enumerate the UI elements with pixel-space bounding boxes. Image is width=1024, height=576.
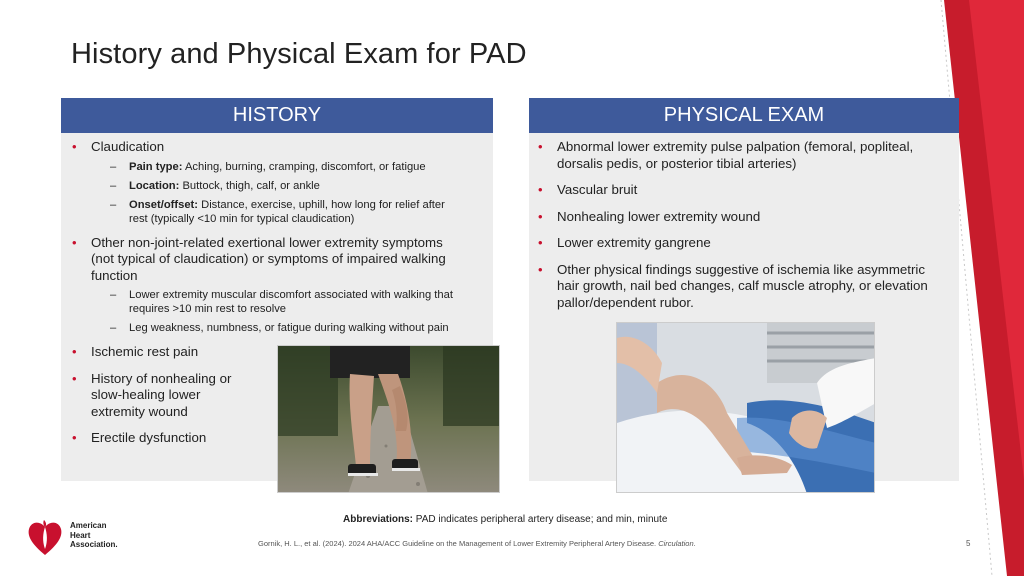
history-sub-list <box>91 160 482 226</box>
slide-title: History and Physical Exam for PAD <box>71 38 527 70</box>
citation <box>258 539 696 548</box>
history-item-nonhealing <box>72 371 232 421</box>
heart-torch-logo <box>25 515 65 557</box>
history-item-claudication <box>72 139 482 226</box>
history-item-text: Ischemic rest pain <box>91 344 199 359</box>
exam-item-pulse <box>538 139 950 172</box>
photo-runner-legs <box>277 345 500 493</box>
history-item-text: History of nonhealing or slow-healing lower extremity wound <box>91 370 232 419</box>
abbreviations-note <box>343 514 667 525</box>
history-sub-list <box>91 288 467 335</box>
page-number: 5 <box>966 539 971 548</box>
exam-item-gangrene <box>538 235 950 252</box>
exam-item-text: Nonhealing lower extremity wound <box>557 208 761 224</box>
sub-item-location <box>110 179 482 193</box>
photo-doctor-examining-foot <box>616 322 875 493</box>
exam-list <box>538 139 950 311</box>
sub-item-muscular-discomfort <box>110 288 490 316</box>
exam-item-bruit <box>538 182 950 199</box>
sub-text: Aching, burning, cramping, discomfort, or fatigue <box>182 160 426 173</box>
citation-journal: Circulation <box>658 539 694 548</box>
sub-text: Lower extremity muscular discomfort associated with walking that requires >10 min rest to resolve <box>129 289 453 315</box>
logo-text <box>70 521 118 550</box>
history-header: HISTORY <box>61 98 493 133</box>
history-item-text: Claudication <box>91 139 165 154</box>
sub-label: Pain type: <box>129 160 183 173</box>
sub-text: Buttock, thigh, calf, or ankle <box>179 179 320 192</box>
sub-item-pain-type <box>110 160 482 174</box>
sub-item-leg-weakness <box>110 321 490 335</box>
abbreviations-label: Abbreviations: <box>343 514 414 525</box>
history-item-text: Other non-joint-related exertional lower extremity symptoms (not typical of claudication) or symptoms of impaired walking function <box>91 234 446 283</box>
logo-line-2: Heart <box>70 530 91 540</box>
exam-item-text: Abnormal lower extremity pulse palpation (femoral, popliteal, dorsalis pedis, or posterior tibial arteries) <box>557 139 914 171</box>
citation-end: . <box>693 539 696 548</box>
citation-text: Gornik, H. L., et al. (2024). 2024 AHA/ACC Guideline on the Management of Lower Extremity Peripheral Artery Disease. <box>258 539 659 548</box>
sub-label: Location: <box>129 179 180 192</box>
exam-item-other <box>538 262 950 312</box>
exam-item-text: Other physical findings suggestive of ischemia like asymmetric hair growth, nail bed changes, calf muscle atrophy, or elevation pallor/dependent rubor. <box>557 261 928 310</box>
exam-header: PHYSICAL EXAM <box>529 98 959 133</box>
sub-text: Distance, exercise, uphill, how long for relief after rest (typically <10 min for typical claudication) <box>129 198 445 225</box>
exam-item-wound <box>538 209 950 226</box>
history-item-other-symptoms <box>72 235 467 336</box>
sub-item-onset <box>110 198 465 226</box>
exam-item-text: Lower extremity gangrene <box>557 235 711 250</box>
logo-line-1: American <box>70 521 107 530</box>
abbreviations-text: PAD indicates peripheral artery disease; and min, minute <box>413 514 668 525</box>
history-item-text: Erectile dysfunction <box>91 430 207 445</box>
sub-label: Onset/offset: <box>129 198 198 211</box>
sub-text: Leg weakness, numbness, or fatigue during walking without pain <box>129 322 449 334</box>
logo-line-3: Association. <box>70 540 118 549</box>
exam-item-text: Vascular bruit <box>557 182 638 197</box>
